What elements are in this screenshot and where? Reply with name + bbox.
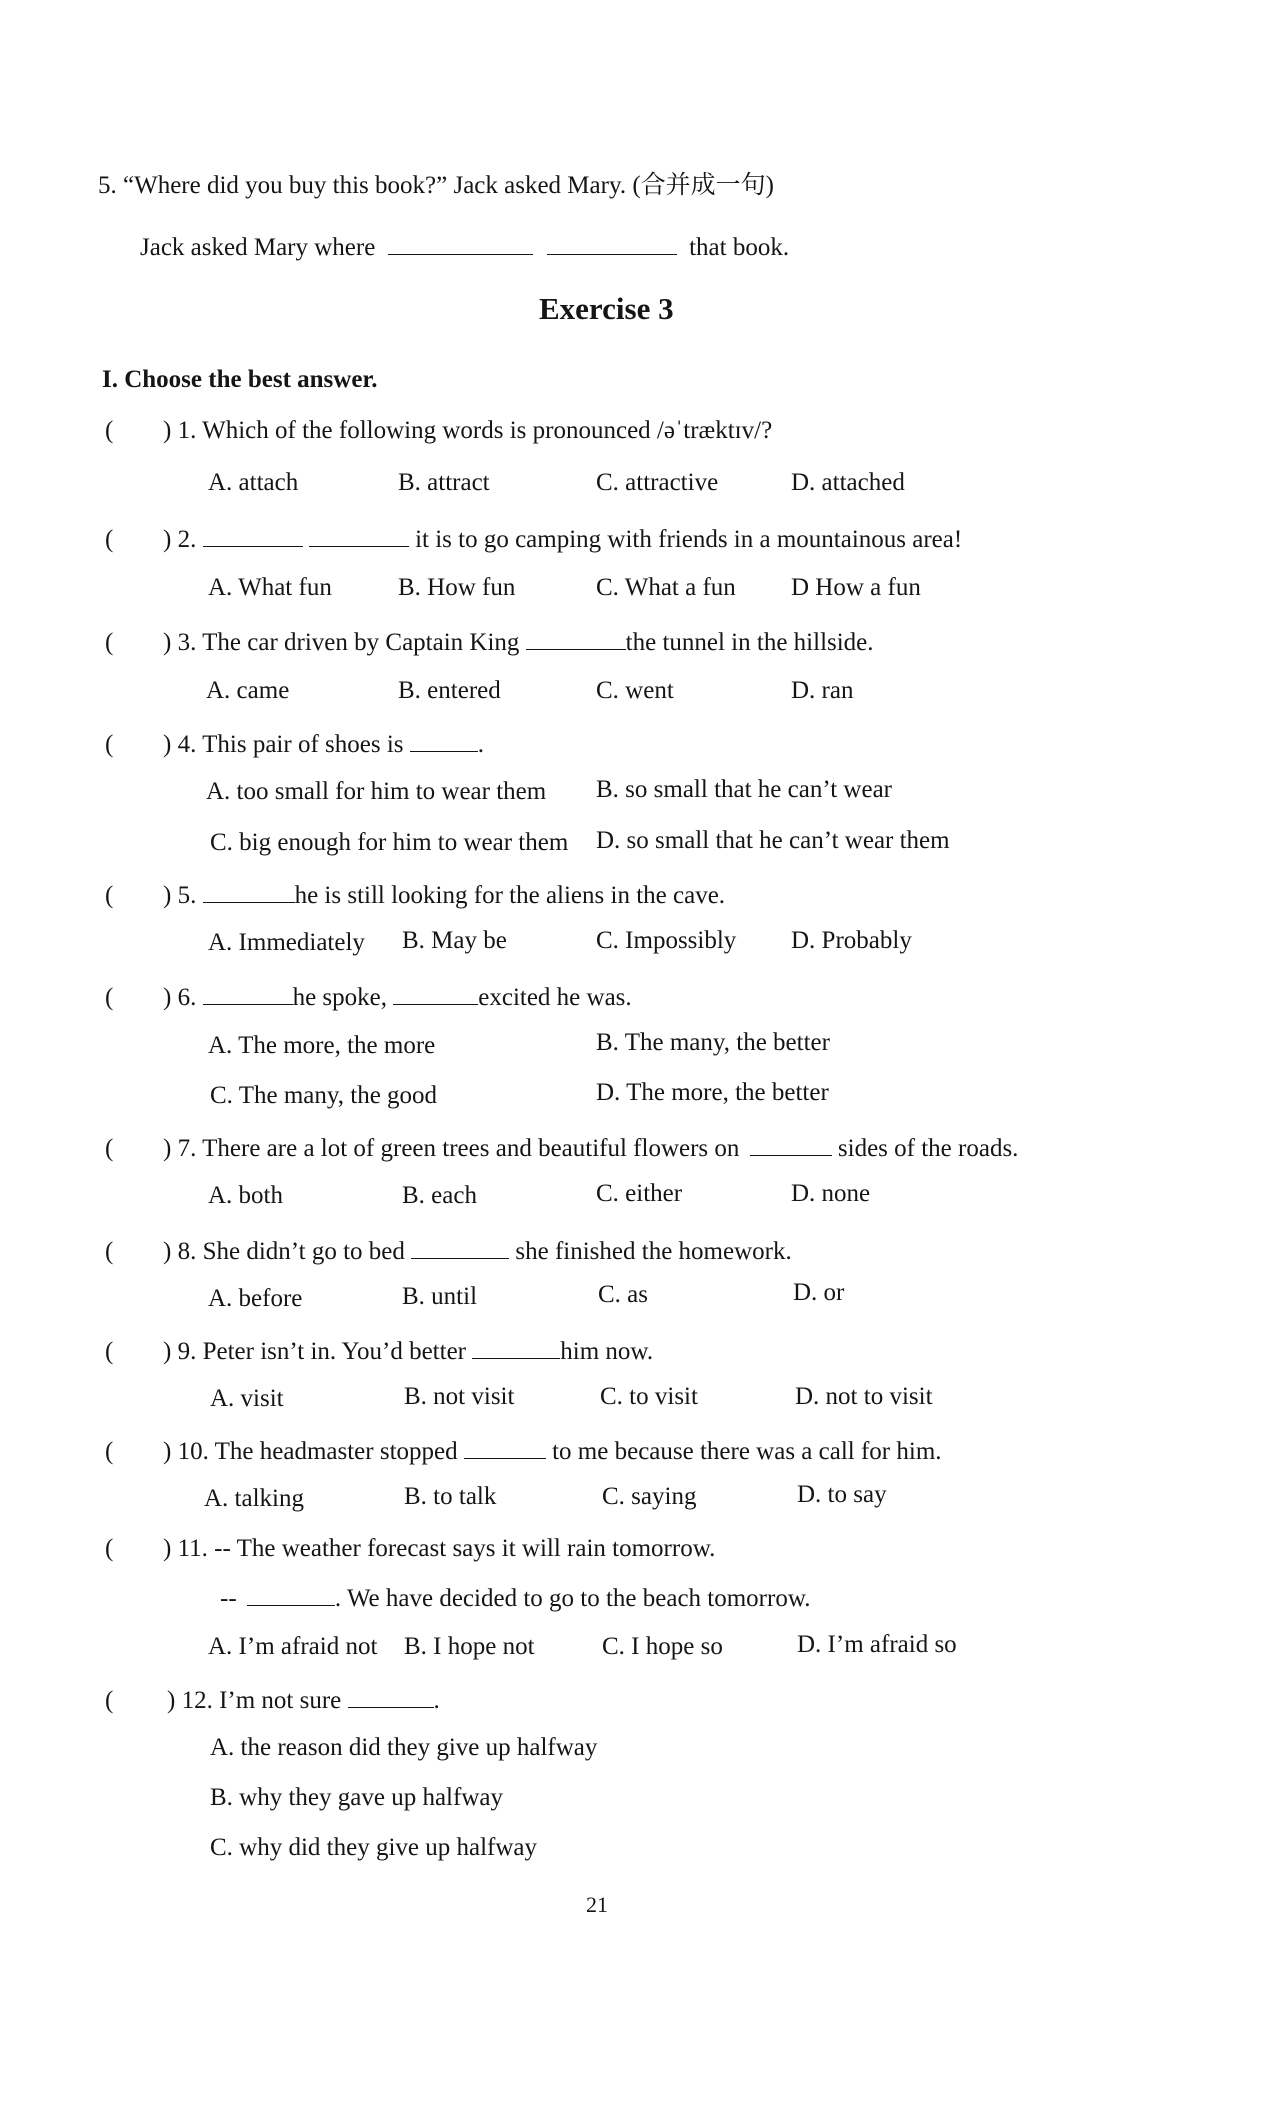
question-4 <box>105 729 484 757</box>
option-a[interactable]: A. both <box>208 1182 283 1209</box>
answer-paren[interactable]: ( <box>105 984 114 1011</box>
question-text-pre: This pair of shoes is <box>202 731 404 758</box>
answer-paren[interactable]: ( <box>105 1438 114 1465</box>
page-number: 21 <box>586 1892 608 1917</box>
option-c[interactable]: C. attractive <box>596 469 719 496</box>
option-a[interactable]: A. too small for him to wear them <box>206 778 547 805</box>
question-number: ) 5. <box>163 882 197 909</box>
option-d[interactable]: D. attached <box>791 469 905 496</box>
option-d[interactable]: D. I’m afraid so <box>797 1631 957 1658</box>
option-d[interactable]: D. not to visit <box>795 1383 933 1410</box>
answer-blank-2[interactable] <box>309 524 409 547</box>
q5-answer-line <box>140 232 789 260</box>
option-c[interactable]: C. What a fun <box>596 574 736 601</box>
option-c[interactable]: C. saying <box>602 1483 697 1510</box>
option-a[interactable]: A. talking <box>204 1485 304 1512</box>
option-a[interactable]: A. What fun <box>208 574 332 601</box>
answer-blank[interactable] <box>750 1133 832 1156</box>
option-c[interactable]: C. why did they give up halfway <box>210 1834 538 1861</box>
question-number: ) 1. <box>163 417 197 444</box>
option-a[interactable]: A. I’m afraid not <box>208 1633 378 1660</box>
option-b[interactable]: B. The many, the better <box>596 1029 830 1056</box>
question-text-post: . <box>477 731 485 758</box>
option-b[interactable]: B. May be <box>402 927 507 954</box>
question-number: ) 12. <box>167 1687 213 1714</box>
question-text-mid: he spoke, <box>292 984 387 1011</box>
question-text-pre: The car driven by Captain King <box>202 629 520 656</box>
answer-blank[interactable] <box>472 1336 560 1359</box>
question-12 <box>105 1685 440 1713</box>
question-8 <box>105 1236 792 1264</box>
option-a[interactable]: A. came <box>206 677 290 704</box>
reply-dash: -- <box>220 1585 237 1612</box>
answer-blank[interactable] <box>526 627 626 650</box>
answer-paren[interactable]: ( <box>105 1687 114 1714</box>
question-text-post: the tunnel in the hillside. <box>625 629 874 656</box>
question-text-post: to me because there was a call for him. <box>552 1438 942 1465</box>
question-number: ) 2. <box>163 526 197 553</box>
option-a[interactable]: A. The more, the more <box>208 1032 436 1059</box>
answer-blank-1[interactable] <box>203 982 293 1005</box>
option-b[interactable]: B. I hope not <box>404 1633 535 1660</box>
answer-blank[interactable] <box>411 1236 509 1259</box>
option-b[interactable]: B. How fun <box>398 574 516 601</box>
question-10 <box>105 1436 942 1464</box>
question-number: ) 4. <box>163 731 197 758</box>
answer-blank[interactable] <box>247 1583 335 1606</box>
question-text: Which of the following words is pronounced /əˈtræktɪv/? <box>202 417 773 444</box>
question-1 <box>105 418 772 443</box>
option-d[interactable]: D. ran <box>791 677 854 704</box>
question-11-reply <box>220 1583 811 1611</box>
question-number: ) 6. <box>163 984 197 1011</box>
option-a[interactable]: A. attach <box>208 469 299 496</box>
answer-paren[interactable]: ( <box>105 526 114 553</box>
option-a[interactable]: A. visit <box>210 1385 284 1412</box>
option-c[interactable]: C. Impossibly <box>596 927 737 954</box>
option-b[interactable]: B. entered <box>398 677 501 704</box>
question-number: ) 7. <box>163 1135 197 1162</box>
answer-paren[interactable]: ( <box>105 417 114 444</box>
question-text-pre: The headmaster stopped <box>214 1438 458 1465</box>
question-text-post: him now. <box>560 1338 654 1365</box>
question-number: ) 8. <box>163 1238 197 1265</box>
q5-blank-2[interactable] <box>547 232 677 255</box>
question-number: ) 10. <box>163 1438 209 1465</box>
answer-paren[interactable]: ( <box>105 1338 114 1365</box>
option-c[interactable]: C. to visit <box>600 1383 698 1410</box>
question-text-post: excited he was. <box>478 984 632 1011</box>
question-text-pre: There are a lot of green trees and beautiful flowers on <box>202 1135 740 1162</box>
option-d[interactable]: D. Probably <box>791 927 912 954</box>
question-9 <box>105 1336 653 1364</box>
question-text: it is to go camping with friends in a mountainous area! <box>415 526 963 553</box>
question-6 <box>105 982 632 1010</box>
option-c[interactable]: C. big enough for him to wear them <box>210 829 569 856</box>
q5-prompt: 5. “Where did you buy this book?” Jack asked Mary. (合并成一句) <box>98 172 774 199</box>
question-text-post: sides of the roads. <box>837 1135 1019 1162</box>
option-b[interactable]: B. until <box>402 1283 478 1310</box>
answer-paren[interactable]: ( <box>105 882 114 909</box>
option-d[interactable]: D. to say <box>797 1481 887 1508</box>
answer-blank[interactable] <box>464 1436 546 1459</box>
option-c[interactable]: C. I hope so <box>602 1633 723 1660</box>
question-5 <box>105 880 725 908</box>
answer-blank-1[interactable] <box>203 524 303 547</box>
question-text-pre: She didn’t go to bed <box>202 1238 405 1265</box>
option-a[interactable]: A. the reason did they give up halfway <box>210 1734 598 1761</box>
option-d[interactable]: D. none <box>791 1180 871 1207</box>
question-number: ) 11. <box>163 1535 208 1562</box>
question-text-post: . <box>433 1687 440 1714</box>
question-number: ) 3. <box>163 629 197 656</box>
option-c[interactable]: C. as <box>598 1281 648 1308</box>
option-c[interactable]: C. went <box>596 677 674 704</box>
option-d[interactable]: D. or <box>793 1279 845 1306</box>
question-text: -- The weather forecast says it will rain tomorrow. <box>214 1535 716 1562</box>
option-c[interactable]: C. either <box>596 1180 683 1207</box>
question-text-pre: Peter isn’t in. You’d better <box>202 1338 466 1365</box>
q5-blank-1[interactable] <box>388 232 533 255</box>
question-3 <box>105 627 874 655</box>
answer-paren[interactable]: ( <box>105 1535 114 1562</box>
option-b[interactable]: B. attract <box>398 469 490 496</box>
q5-answer-post: that book. <box>689 234 790 261</box>
exercise-title: Exercise 3 <box>539 291 674 326</box>
option-b[interactable]: B. why they gave up halfway <box>210 1784 503 1811</box>
question-2 <box>105 524 962 552</box>
option-d[interactable]: D How a fun <box>791 574 921 601</box>
question-text: he is still looking for the aliens in the cave. <box>294 882 726 909</box>
answer-paren[interactable]: ( <box>105 1238 114 1265</box>
reply-text: . We have decided to go to the beach tomorrow. <box>334 1585 811 1612</box>
answer-blank[interactable] <box>348 1685 434 1708</box>
option-b[interactable]: B. to talk <box>404 1483 497 1510</box>
answer-blank[interactable] <box>410 729 478 752</box>
option-a[interactable]: A. before <box>208 1285 303 1312</box>
question-number: ) 9. <box>163 1338 197 1365</box>
answer-blank[interactable] <box>203 880 295 903</box>
question-text-pre: I’m not sure <box>219 1687 342 1714</box>
option-d[interactable]: D. so small that he can’t wear them <box>596 827 950 854</box>
question-11 <box>105 1536 715 1561</box>
option-b[interactable]: B. each <box>402 1182 477 1209</box>
question-text-post: she finished the homework. <box>515 1238 792 1265</box>
option-b[interactable]: B. so small that he can’t wear <box>596 776 892 803</box>
answer-blank-2[interactable] <box>393 982 478 1005</box>
option-d[interactable]: D. The more, the better <box>596 1079 829 1106</box>
option-b[interactable]: B. not visit <box>404 1383 515 1410</box>
answer-paren[interactable]: ( <box>105 731 114 758</box>
question-7 <box>105 1133 1018 1161</box>
option-a[interactable]: A. Immediately <box>208 929 365 956</box>
section-title: I. Choose the best answer. <box>102 366 378 393</box>
option-c[interactable]: C. The many, the good <box>210 1082 438 1109</box>
answer-paren[interactable]: ( <box>105 1135 114 1162</box>
answer-paren[interactable]: ( <box>105 629 114 656</box>
q5-answer-pre: Jack asked Mary where <box>140 234 376 261</box>
